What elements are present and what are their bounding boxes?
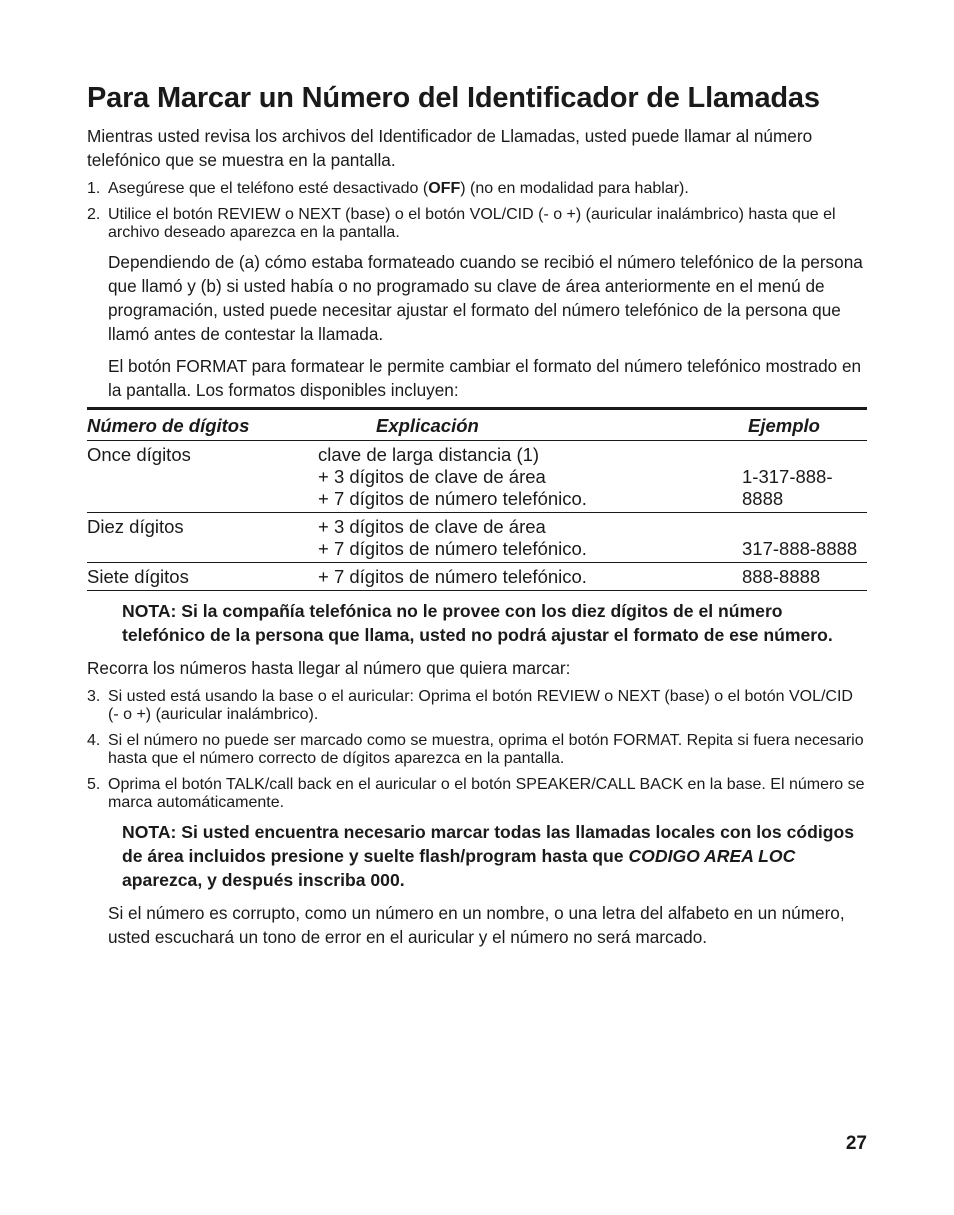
corrupt-number-paragraph: Si el número es corrupto, como un número en un nombre, o una letra del alfabeto en un número, usted escuchará un tono de error en el auricular y el número no será marcado.: [108, 903, 845, 947]
digits-cell: Diez dígitos: [87, 513, 318, 563]
step-4: [87, 732, 867, 768]
step-text-part: Asegúrese que el teléfono esté desactivado (: [108, 180, 429, 197]
explanation-line: clave de larga distancia (1): [318, 444, 540, 465]
step-text: Si el número no puede ser marcado como se muestra, oprima el botón FORMAT. Repita si fuera necesario hasta que el número correcto de dígitos aparezca en la pantalla.: [108, 732, 864, 767]
explanation-cell: [318, 441, 742, 513]
formats-table: [87, 407, 867, 591]
note-text-part: NOTA: Si usted encuentra necesario marcar todas las llamadas locales con los códigos de área incluidos presione y suelte flash/program hasta que: [122, 822, 855, 866]
header-explanation: Explicación: [318, 409, 742, 441]
intro-paragraph: Mientras usted revisa los archivos del Identificador de Llamadas, usted puede llamar al número telefónico que se muestra en la pantalla.: [87, 126, 813, 170]
page-number: 27: [845, 1133, 867, 1154]
note-italic-keyword: CODIGO AREA LOC: [628, 846, 796, 866]
table-row: [87, 563, 867, 591]
explanation-line: + 7 dígitos de número telefónico.: [318, 566, 587, 587]
format-depends-paragraph: Dependiendo de (a) cómo estaba formateado cuando se recibió el número telefónico de la persona que llamó y (b) si usted había o no programado su clave de área anteriormente en el menú de programación, usted puede necesitar ajustar el formato del número telefónico de la persona que llamó antes de contestar la llamada.: [108, 252, 863, 344]
table-row: [87, 441, 867, 513]
step-number: 1.: [87, 180, 101, 197]
step-1: [87, 180, 867, 198]
explanation-line: + 3 dígitos de clave de área: [318, 516, 546, 537]
browse-paragraph: Recorra los números hasta llegar al número que quiera marcar:: [87, 658, 571, 678]
page-content: [87, 82, 867, 957]
step-5: [87, 776, 867, 812]
note-text-part: aparezca, y después inscriba 000.: [122, 870, 405, 890]
step-text: [108, 180, 867, 198]
header-example: Ejemplo: [742, 409, 867, 441]
step-text: Utilice el botón REVIEW o NEXT (base) o el botón VOL/CID (- o +) (auricular inalámbrico) hasta que el archivo deseado aparezca en la pantalla.: [108, 206, 836, 241]
step-text-part: ) (no en modalidad para hablar).: [460, 180, 689, 197]
example-cell: 317-888-8888: [742, 513, 867, 563]
step-text: Si usted está usando la base o el auricular: Oprima el botón REVIEW o NEXT (base) o el botón VOL/CID (- o +) (auricular inalámbrico).: [108, 688, 853, 723]
step-number: 3.: [87, 688, 101, 705]
format-button-paragraph: El botón FORMAT para formatear le permite cambiar el formato del número telefónico mostrado en la pantalla. Los formatos disponibles incluyen:: [108, 356, 862, 400]
digits-cell: Once dígitos: [87, 441, 318, 513]
table-header-row: [87, 409, 867, 441]
step-text: Oprima el botón TALK/call back en el auricular o el botón SPEAKER/CALL BACK en la base. El número se marca automáticamente.: [108, 776, 865, 811]
step-3: [87, 688, 867, 724]
example-cell: 888-8888: [742, 563, 867, 591]
step-number: 2.: [87, 206, 101, 223]
page-title: Para Marcar un Número del Identificador de Llamadas: [87, 82, 820, 114]
step-2: [87, 206, 867, 242]
step-number: 4.: [87, 732, 101, 749]
example-cell: 1-317-888-8888: [742, 441, 867, 513]
off-keyword: OFF: [428, 180, 461, 197]
step-number: 5.: [87, 776, 101, 793]
explanation-line: + 7 dígitos de número telefónico.: [318, 488, 587, 509]
explanation-line: + 7 dígitos de número telefónico.: [318, 538, 587, 559]
explanation-line: + 3 dígitos de clave de área: [318, 466, 546, 487]
explanation-cell: [318, 513, 742, 563]
note-local-calls: [87, 820, 867, 892]
note-area-code: NOTA: Si la compañía telefónica no le provee con los diez dígitos de el número telefónico de la persona que llama, usted no podrá ajustar el formato de ese número.: [122, 601, 833, 645]
table-row: [87, 513, 867, 563]
digits-cell: Siete dígitos: [87, 563, 318, 591]
header-digits: Número de dígitos: [87, 409, 318, 441]
explanation-cell: [318, 563, 742, 591]
